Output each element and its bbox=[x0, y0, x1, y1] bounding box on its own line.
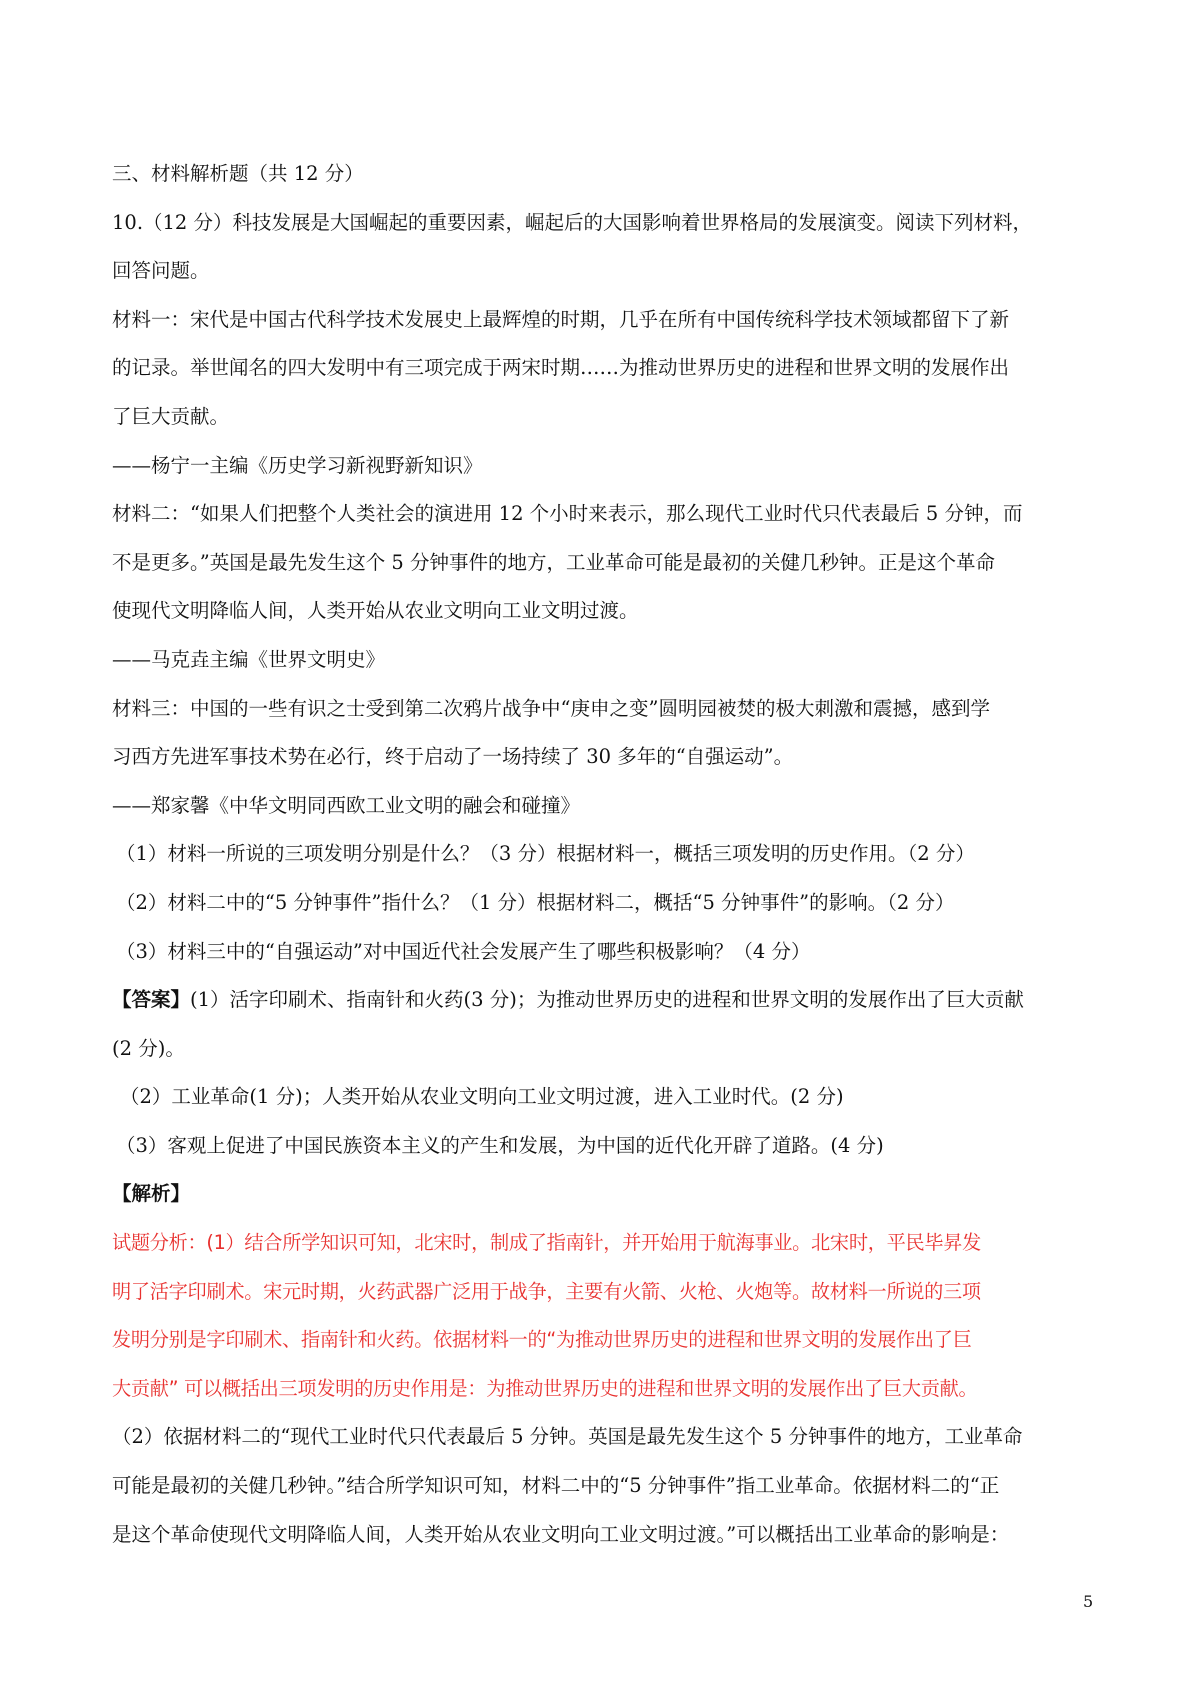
material1-line-3: 了巨大贡献。 bbox=[112, 404, 230, 428]
material3-line-1: 材料三：中国的一些有识之士受到第二次鸦片战争中“庚申之变”圆明园被焚的极大刺激和震撼，感到学 bbox=[112, 696, 990, 720]
analysis-red-line-1: 试题分析：(1）结合所学知识可知，北宋时，制成了指南针，并开始用于航海事业。北宋时，平民毕昇发 bbox=[112, 1231, 982, 1255]
answer-text-1: (1）活字印刷术、指南针和火药(3 分)；为推动世界历史的进程和世界文明的发展作出了巨大贡献 bbox=[190, 988, 1024, 1012]
answer-line-4: （3）客观上促进了中国民族资本主义的产生和发展，为中国的近代化开辟了道路。(4 分) bbox=[116, 1133, 884, 1157]
analysis-label: 【解析】 bbox=[112, 1182, 191, 1206]
section-title: 三、材料解析题（共 12 分） bbox=[112, 162, 364, 185]
page-number: 5 bbox=[1083, 1592, 1094, 1611]
question-line-2: 回答问题。 bbox=[112, 259, 210, 283]
analysis-red-line-4: 大贡献” 可以概括出三项发明的历史作用是：为推动世界历史的进程和世界文明的发展作出了巨大贡献。 bbox=[112, 1376, 978, 1400]
analysis-line-7: 是这个革命使现代文明降临人间，人类开始从农业文明向工业文明过渡。”可以概括出工业革命的影响是： bbox=[112, 1522, 1010, 1546]
material2-line-1: 材料二：“如果人们把整个人类社会的演进用 12 个小时来表示，那么现代工业时代只代表最后 5 分钟，而 bbox=[112, 502, 1023, 526]
material1-line-1: 材料一：宋代是中国古代科学技术发展史上最辉煌的时期，几乎在所有中国传统科学技术领域都留下了新 bbox=[112, 307, 1010, 331]
document-content bbox=[112, 150, 1102, 1559]
answer-label: 【答案】 bbox=[112, 988, 191, 1012]
answer-line-3: （2）工业革命(1 分)；人类开始从农业文明向工业文明过渡，进入工业时代。(2 分) bbox=[120, 1085, 844, 1109]
analysis-red-line-2: 明了活字印刷术。宋元时期，火药武器广泛用于战争，主要有火箭、火枪、火炮等。故材料一所说的三项 bbox=[112, 1279, 981, 1303]
sub-question-2: （2）材料二中的“5 分钟事件”指什么？（1 分）根据材料二，概括“5 分钟事件”的影响。（2 分） bbox=[116, 890, 955, 914]
analysis-line-6: 可能是最初的关健几秒钟。”结合所学知识可知，材料二中的“5 分钟事件”指工业革命。依据材料二的“正 bbox=[112, 1474, 1000, 1498]
sub-question-3: （3）材料三中的“自强运动”对中国近代社会发展产生了哪些积极影响？（4 分） bbox=[116, 939, 811, 963]
material3-line-2: 习西方先进军事技术势在必行，终于启动了一场持续了 30 多年的“自强运动”。 bbox=[112, 745, 794, 769]
answer-line-1 bbox=[112, 976, 1102, 1025]
analysis-red-line-3: 发明分别是字印刷术、指南针和火药。依据材料一的“为推动世界历史的进程和世界文明的发展作出了巨 bbox=[112, 1328, 972, 1352]
material1-source: ——杨宁一主编《历史学习新视野新知识》 bbox=[112, 453, 483, 477]
material1-line-2: 的记录。举世闻名的四大发明中有三项完成于两宋时期……为推动世界历史的进程和世界文明的发展作出 bbox=[112, 356, 1010, 380]
material2-line-3: 使现代文明降临人间，人类开始从农业文明向工业文明过渡。 bbox=[112, 599, 639, 623]
analysis-line-5: （2）依据材料二的“现代工业时代只代表最后 5 分钟。英国是最先发生这个 5 分钟事件的地方，工业革命 bbox=[112, 1425, 1023, 1449]
material2-line-2: 不是更多。”英国是最先发生这个 5 分钟事件的地方，工业革命可能是最初的关健几秒钟。正是这个革命 bbox=[112, 550, 996, 574]
material2-source: ——马克垚主编《世界文明史》 bbox=[112, 647, 386, 671]
sub-question-1: （1）材料一所说的三项发明分别是什么？（3 分）根据材料一，概括三项发明的历史作用。（2 分） bbox=[116, 842, 975, 866]
question-line-1: 10.（12 分）科技发展是大国崛起的重要因素，崛起后的大国影响着世界格局的发展演变。阅读下列材料， bbox=[112, 210, 1033, 234]
material3-source: ——郑家馨《中华文明同西欧工业文明的融会和碰撞》 bbox=[112, 793, 581, 817]
answer-line-2: (2 分)。 bbox=[112, 1036, 185, 1060]
